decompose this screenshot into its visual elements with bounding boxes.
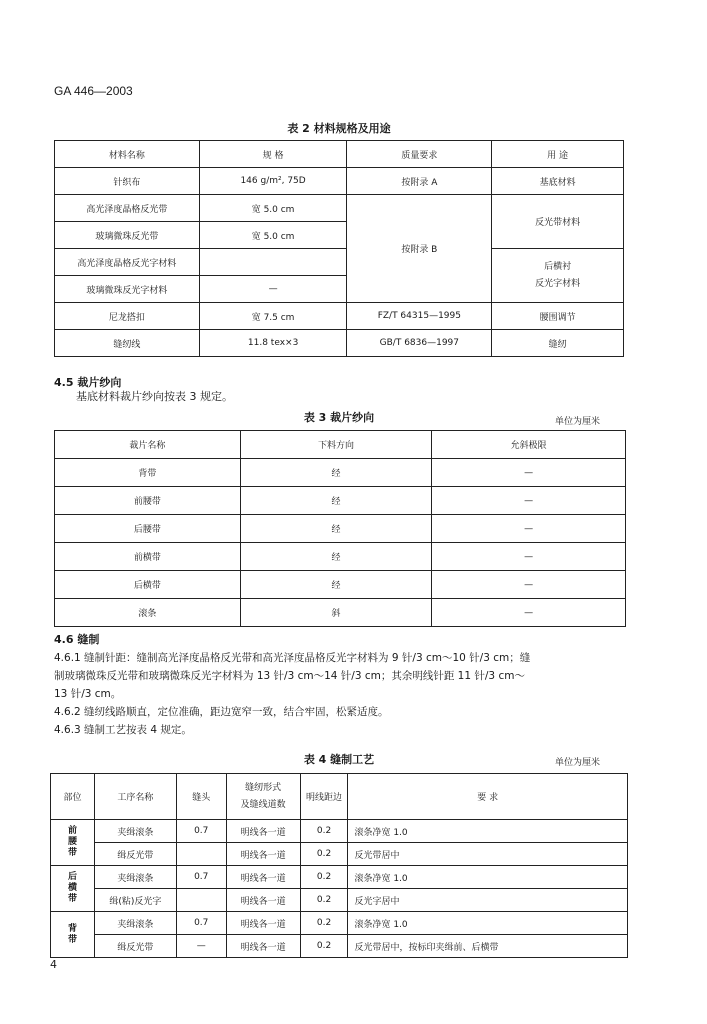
cell: 后腰带 xyxy=(55,515,241,543)
cell: 基底材料 xyxy=(492,168,624,195)
cell: 宽 7.5 cm xyxy=(199,303,347,330)
table3-caption: 表 3 裁片纱向 xyxy=(303,411,375,424)
table-row xyxy=(55,249,624,276)
th-part: 部位 xyxy=(51,774,95,820)
cell: 0.2 xyxy=(300,935,348,958)
table3 xyxy=(54,430,626,627)
table-row xyxy=(51,912,628,935)
table4 xyxy=(50,773,628,958)
table-header-row xyxy=(51,774,628,820)
th-stitch-form: 缝纫形式 及缝线道数 xyxy=(226,774,300,820)
cell-part: 前 腰 带 xyxy=(51,820,95,866)
cell: — xyxy=(199,276,347,303)
table-header-row xyxy=(55,431,626,459)
table-row xyxy=(51,843,628,866)
cell: 背带 xyxy=(55,459,241,487)
table-row xyxy=(55,195,624,222)
cell: 0.2 xyxy=(300,843,348,866)
cell: 0.2 xyxy=(300,820,348,843)
th-use: 用 途 xyxy=(492,141,624,168)
section-4-6-title: 4.6 缝制 xyxy=(54,633,100,646)
cell: 滚条 xyxy=(55,599,241,627)
cell xyxy=(492,249,624,303)
para-line: 4.6.2 缝纫线路顺直，定位准确，距边宽窄一致，结合牢固，松紧适度。 xyxy=(54,706,389,718)
table-row xyxy=(51,820,628,843)
cell: 经 xyxy=(240,515,432,543)
cell: 146 g/m², 75D xyxy=(199,168,347,195)
cell: 反光字居中 xyxy=(348,889,628,912)
cell: — xyxy=(432,599,626,627)
section-4-5-text: 基底材料裁片纱向按表 3 规定。 xyxy=(76,390,233,403)
cell-part: 后 横 带 xyxy=(51,866,95,912)
cell: 玻璃微珠反光带 xyxy=(55,222,200,249)
cell: — xyxy=(432,487,626,515)
cell: 0.7 xyxy=(176,820,226,843)
cell: — xyxy=(432,459,626,487)
cell: 反光带居中，按标印夹缉前、后横带 xyxy=(348,935,628,958)
cell: 按附录 B xyxy=(347,195,492,303)
cell: — xyxy=(432,543,626,571)
cell: 玻璃微珠反光字材料 xyxy=(55,276,200,303)
cell: 高光泽度晶格反光字材料 xyxy=(55,249,200,276)
table-row xyxy=(55,330,624,357)
cell: 滚条净宽 1.0 xyxy=(348,912,628,935)
table-row xyxy=(51,935,628,958)
cell: — xyxy=(432,515,626,543)
cell: 缝纫 xyxy=(492,330,624,357)
cell: 滚条净宽 1.0 xyxy=(348,866,628,889)
cell: 宽 5.0 cm xyxy=(199,195,347,222)
para-line: 制玻璃微珠反光带和玻璃微珠反光字材料为 13 针/3 cm～14 针/3 cm；其余明线针距 11 针/3 cm～ xyxy=(54,670,525,682)
cell: 高光泽度晶格反光带 xyxy=(55,195,200,222)
th-requirement: 要 求 xyxy=(348,774,628,820)
cell: 缉(粘)反光字 xyxy=(94,889,176,912)
para-line: 4.6.1 缝制针距：缝制高光泽度晶格反光带和高光泽度晶格反光字材料为 9 针/3 cm～10 针/3 cm；缝 xyxy=(54,652,531,664)
table-row xyxy=(51,866,628,889)
table-row xyxy=(55,459,626,487)
cell xyxy=(176,843,226,866)
cell: 前横带 xyxy=(55,543,241,571)
cell: 经 xyxy=(240,571,432,599)
cell xyxy=(199,249,347,276)
table-row xyxy=(55,487,626,515)
cell: 斜 xyxy=(240,599,432,627)
cell: 明线各一道 xyxy=(226,820,300,843)
th-edge-distance: 明线距边 xyxy=(300,774,348,820)
table-header-row xyxy=(55,141,624,168)
cell: 缉反光带 xyxy=(94,843,176,866)
doc-id: GA 446—2003 xyxy=(54,84,133,98)
cell: — xyxy=(176,935,226,958)
table3-unit: 单位为厘米 xyxy=(555,417,601,427)
cell: GB/T 6836—1997 xyxy=(347,330,492,357)
cell: 明线各一道 xyxy=(226,866,300,889)
cell: 缝纫线 xyxy=(55,330,200,357)
section-4-5-title: 4.5 裁片纱向 xyxy=(54,376,122,389)
cell: 0.7 xyxy=(176,912,226,935)
cell-line: 后横衬 xyxy=(544,261,572,272)
cell: 夹缉滚条 xyxy=(94,912,176,935)
th-name: 材料名称 xyxy=(55,141,200,168)
table4-caption: 表 4 缝制工艺 xyxy=(303,753,375,766)
table-row xyxy=(51,889,628,912)
th-quality: 质量要求 xyxy=(347,141,492,168)
th-piece-name: 裁片名称 xyxy=(55,431,241,459)
cell: 腰围调节 xyxy=(492,303,624,330)
cell: 0.7 xyxy=(176,866,226,889)
cell: 0.2 xyxy=(300,889,348,912)
cell: FZ/T 64315—1995 xyxy=(347,303,492,330)
th-cut-direction: 下料方向 xyxy=(240,431,432,459)
cell: 经 xyxy=(240,543,432,571)
th-skew-limit: 允斜极限 xyxy=(432,431,626,459)
table-row xyxy=(55,168,624,195)
cell: 夹缉滚条 xyxy=(94,866,176,889)
th-process: 工序名称 xyxy=(94,774,176,820)
th-spec: 规 格 xyxy=(199,141,347,168)
cell: 11.8 tex×3 xyxy=(199,330,347,357)
table-row xyxy=(55,303,624,330)
cell: 后横带 xyxy=(55,571,241,599)
cell: 前腰带 xyxy=(55,487,241,515)
cell-line: 反光字材料 xyxy=(535,278,581,289)
table-row xyxy=(55,515,626,543)
cell: 宽 5.0 cm xyxy=(199,222,347,249)
cell: 0.2 xyxy=(300,866,348,889)
cell: 反光带材料 xyxy=(492,195,624,249)
table-row xyxy=(55,599,626,627)
table-row xyxy=(55,571,626,599)
cell-part: 背 带 xyxy=(51,912,95,958)
table4-unit: 单位为厘米 xyxy=(555,758,601,768)
cell: 0.2 xyxy=(300,912,348,935)
cell: — xyxy=(432,571,626,599)
table-row xyxy=(55,543,626,571)
th-seam-allowance: 缝头 xyxy=(176,774,226,820)
para-line: 13 针/3 cm。 xyxy=(54,688,122,700)
cell: 经 xyxy=(240,487,432,515)
cell: 夹缉滚条 xyxy=(94,820,176,843)
cell xyxy=(176,889,226,912)
cell: 针织布 xyxy=(55,168,200,195)
para-line: 4.6.3 缝制工艺按表 4 规定。 xyxy=(54,724,192,736)
section-4-6-1-text xyxy=(54,649,628,739)
cell: 明线各一道 xyxy=(226,843,300,866)
cell: 缉反光带 xyxy=(94,935,176,958)
cell: 尼龙搭扣 xyxy=(55,303,200,330)
cell: 明线各一道 xyxy=(226,935,300,958)
cell: 按附录 A xyxy=(347,168,492,195)
cell: 明线各一道 xyxy=(226,889,300,912)
cell: 经 xyxy=(240,459,432,487)
table2 xyxy=(54,140,624,357)
cell: 滚条净宽 1.0 xyxy=(348,820,628,843)
cell: 反光带居中 xyxy=(348,843,628,866)
cell: 明线各一道 xyxy=(226,912,300,935)
page-number: 4 xyxy=(50,958,57,971)
table2-caption: 表 2 材料规格及用途 xyxy=(287,122,391,135)
